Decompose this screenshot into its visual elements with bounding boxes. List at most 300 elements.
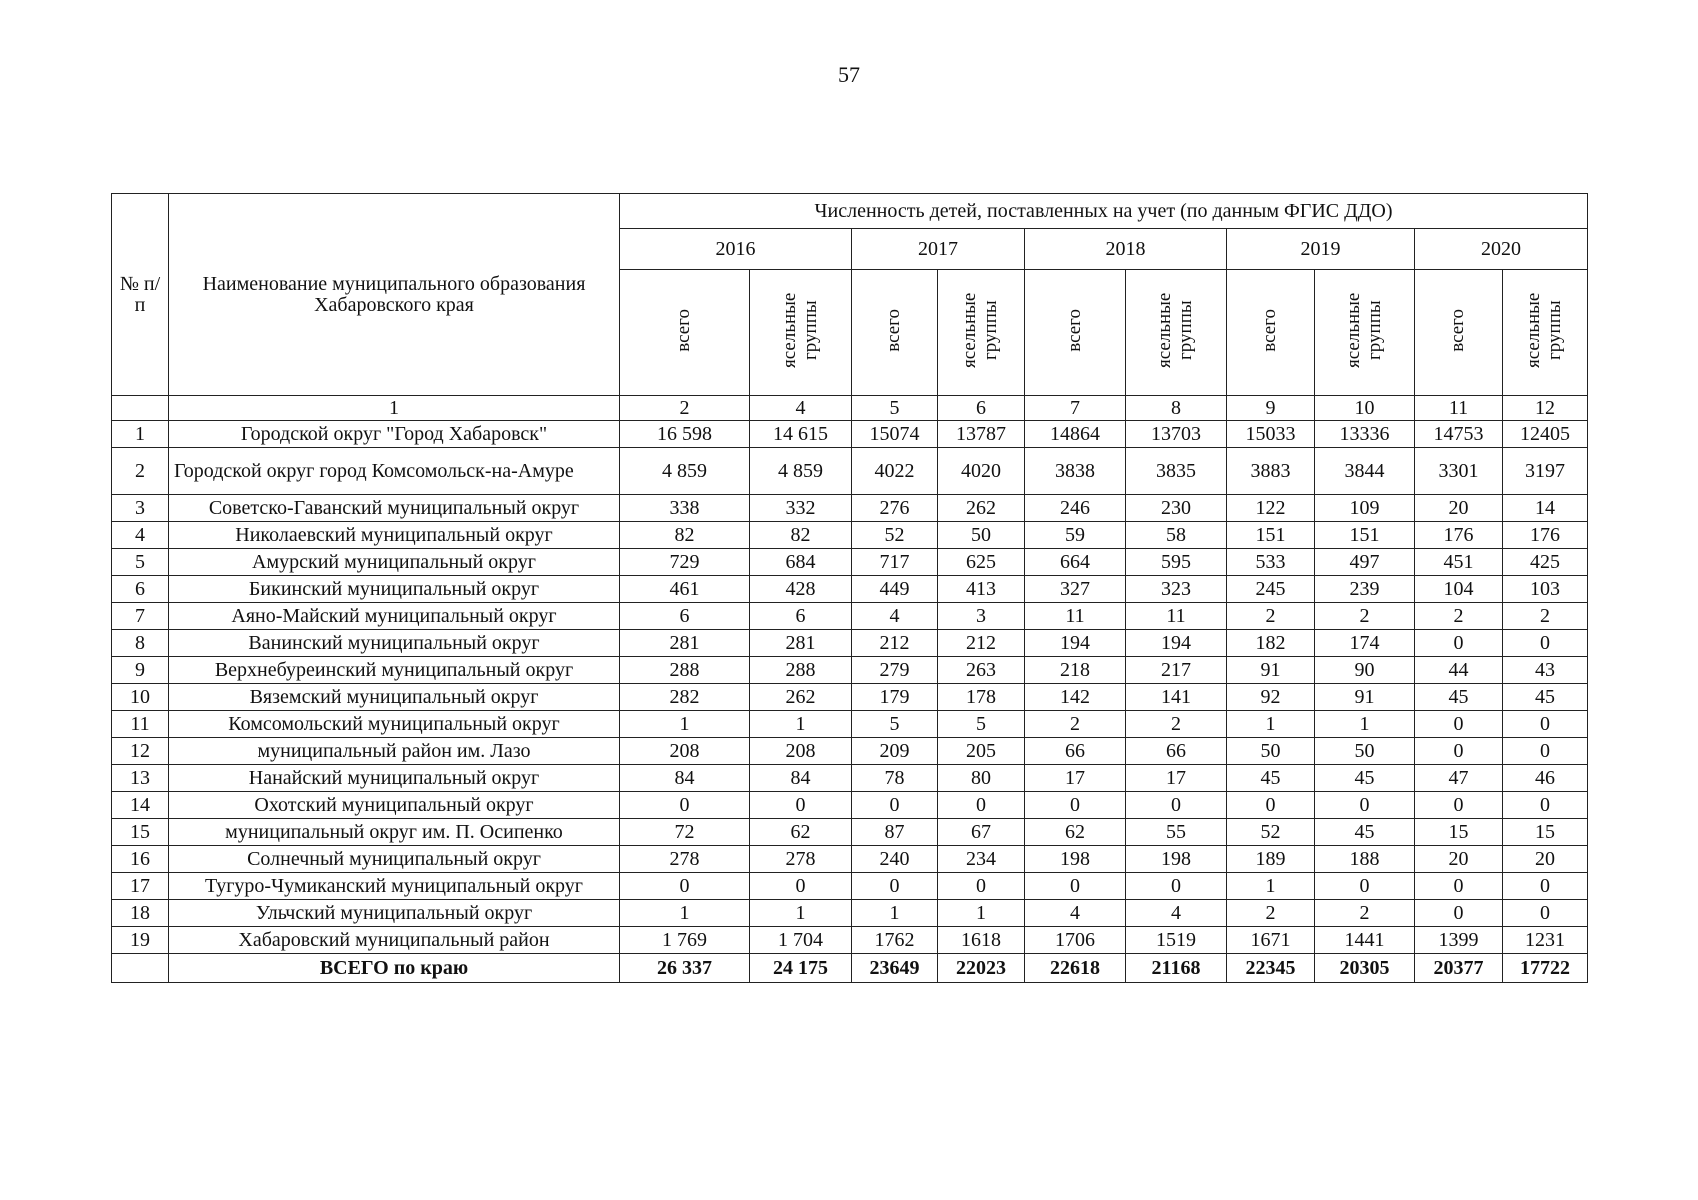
value-cell: 209 [852, 738, 938, 765]
value-cell: 50 [1227, 738, 1315, 765]
table-row [112, 765, 1588, 792]
value-cell: 0 [750, 792, 852, 819]
value-cell: 239 [1315, 576, 1415, 603]
row-number: 9 [112, 657, 169, 684]
value-cell: 14864 [1025, 421, 1126, 448]
value-cell: 664 [1025, 549, 1126, 576]
table-row [112, 711, 1588, 738]
row-number: 6 [112, 576, 169, 603]
total-row [112, 954, 1588, 983]
header-nursery-2017 [938, 270, 1025, 396]
row-number [112, 954, 169, 983]
value-cell: 1 [620, 900, 750, 927]
value-cell: 0 [750, 873, 852, 900]
value-cell: 87 [852, 819, 938, 846]
header-nursery-label: ясельные группы [1342, 292, 1385, 368]
value-cell: 1 [852, 900, 938, 927]
value-cell: 1441 [1315, 927, 1415, 954]
value-cell: 104 [1415, 576, 1503, 603]
value-cell: 4 [852, 603, 938, 630]
value-cell: 1 [750, 711, 852, 738]
value-cell: 15 [1415, 819, 1503, 846]
header-group-title: Численность детей, поставленных на учет (по данным ФГИС ДДО) [620, 194, 1588, 229]
value-cell: 50 [938, 522, 1025, 549]
value-cell: 595 [1126, 549, 1227, 576]
value-cell: 332 [750, 495, 852, 522]
value-cell: 22345 [1227, 954, 1315, 983]
municipality-name: Николаевский муниципальный округ [169, 522, 620, 549]
value-cell: 45 [1503, 684, 1588, 711]
value-cell: 1 [938, 900, 1025, 927]
column-index-cell: 5 [852, 396, 938, 421]
value-cell: 20 [1415, 495, 1503, 522]
value-cell: 174 [1315, 630, 1415, 657]
table-row [112, 792, 1588, 819]
municipality-name: Советско-Гаванский муниципальный округ [169, 495, 620, 522]
header-total-2016 [620, 270, 750, 396]
value-cell: 2 [1503, 603, 1588, 630]
value-cell: 72 [620, 819, 750, 846]
header-total-label: всего [1447, 308, 1469, 352]
table-row [112, 522, 1588, 549]
value-cell: 3835 [1126, 448, 1227, 495]
value-cell: 198 [1126, 846, 1227, 873]
value-cell: 2 [1025, 711, 1126, 738]
value-cell: 217 [1126, 657, 1227, 684]
value-cell: 58 [1126, 522, 1227, 549]
column-index-cell: 4 [750, 396, 852, 421]
header-total-label: всего [883, 308, 905, 352]
row-number: 14 [112, 792, 169, 819]
header-nursery-2020 [1503, 270, 1588, 396]
value-cell: 122 [1227, 495, 1315, 522]
row-number: 5 [112, 549, 169, 576]
value-cell: 5 [852, 711, 938, 738]
value-cell: 0 [1025, 873, 1126, 900]
municipality-name: Амурский муниципальный округ [169, 549, 620, 576]
column-index-cell: 7 [1025, 396, 1126, 421]
municipality-name: Хабаровский муниципальный район [169, 927, 620, 954]
value-cell: 428 [750, 576, 852, 603]
value-cell: 178 [938, 684, 1025, 711]
municipality-name: Солнечный муниципальный округ [169, 846, 620, 873]
row-number: 17 [112, 873, 169, 900]
value-cell: 0 [620, 873, 750, 900]
municipality-name: Городской округ "Город Хабаровск" [169, 421, 620, 448]
value-cell: 2 [1227, 900, 1315, 927]
value-cell: 1 [1315, 711, 1415, 738]
value-cell: 2 [1315, 603, 1415, 630]
municipality-name: Комсомольский муниципальный округ [169, 711, 620, 738]
value-cell: 91 [1315, 684, 1415, 711]
header-nursery-label: ясельные группы [778, 292, 821, 368]
table-row [112, 576, 1588, 603]
row-number: 2 [112, 448, 169, 495]
column-index-cell: 12 [1503, 396, 1588, 421]
value-cell: 263 [938, 657, 1025, 684]
municipality-name: муниципальный район им. Лазо [169, 738, 620, 765]
value-cell: 2 [1315, 900, 1415, 927]
value-cell: 0 [1503, 738, 1588, 765]
value-cell: 0 [1415, 630, 1503, 657]
value-cell: 4 859 [750, 448, 852, 495]
header-year-2018: 2018 [1025, 229, 1227, 270]
value-cell: 176 [1415, 522, 1503, 549]
value-cell: 5 [938, 711, 1025, 738]
value-cell: 84 [620, 765, 750, 792]
header-total-2019 [1227, 270, 1315, 396]
header-total-2017 [852, 270, 938, 396]
value-cell: 533 [1227, 549, 1315, 576]
table-row [112, 873, 1588, 900]
value-cell: 0 [852, 873, 938, 900]
value-cell: 1671 [1227, 927, 1315, 954]
value-cell: 461 [620, 576, 750, 603]
value-cell: 212 [938, 630, 1025, 657]
value-cell: 84 [750, 765, 852, 792]
value-cell: 0 [1415, 873, 1503, 900]
value-cell: 4 859 [620, 448, 750, 495]
value-cell: 1 769 [620, 927, 750, 954]
value-cell: 2 [1227, 603, 1315, 630]
value-cell: 1706 [1025, 927, 1126, 954]
municipality-name: муниципальный округ им. П. Осипенко [169, 819, 620, 846]
value-cell: 0 [852, 792, 938, 819]
column-index-row [112, 396, 1588, 421]
value-cell: 425 [1503, 549, 1588, 576]
value-cell: 1 704 [750, 927, 852, 954]
header-nursery-2018 [1126, 270, 1227, 396]
value-cell: 46 [1503, 765, 1588, 792]
header-total-label: всего [673, 308, 695, 352]
value-cell: 338 [620, 495, 750, 522]
value-cell: 2 [1415, 603, 1503, 630]
value-cell: 6 [620, 603, 750, 630]
value-cell: 413 [938, 576, 1025, 603]
value-cell: 91 [1227, 657, 1315, 684]
value-cell: 16 598 [620, 421, 750, 448]
value-cell: 449 [852, 576, 938, 603]
value-cell: 15074 [852, 421, 938, 448]
value-cell: 262 [938, 495, 1025, 522]
value-cell: 288 [750, 657, 852, 684]
row-number: 7 [112, 603, 169, 630]
value-cell: 66 [1126, 738, 1227, 765]
value-cell: 278 [750, 846, 852, 873]
value-cell: 3838 [1025, 448, 1126, 495]
table-row [112, 495, 1588, 522]
header-year-2016: 2016 [620, 229, 852, 270]
value-cell: 44 [1415, 657, 1503, 684]
value-cell: 0 [1415, 900, 1503, 927]
value-cell: 1 [620, 711, 750, 738]
value-cell: 109 [1315, 495, 1415, 522]
value-cell: 23649 [852, 954, 938, 983]
row-number: 15 [112, 819, 169, 846]
value-cell: 78 [852, 765, 938, 792]
row-number: 1 [112, 421, 169, 448]
municipality-name: Аяно-Майский муниципальный округ [169, 603, 620, 630]
value-cell: 245 [1227, 576, 1315, 603]
value-cell: 66 [1025, 738, 1126, 765]
value-cell: 182 [1227, 630, 1315, 657]
value-cell: 0 [938, 792, 1025, 819]
value-cell: 0 [1315, 792, 1415, 819]
municipality-name: Ульчский муниципальный округ [169, 900, 620, 927]
value-cell: 0 [1503, 792, 1588, 819]
value-cell: 26 337 [620, 954, 750, 983]
value-cell: 327 [1025, 576, 1126, 603]
value-cell: 188 [1315, 846, 1415, 873]
value-cell: 45 [1415, 684, 1503, 711]
value-cell: 14753 [1415, 421, 1503, 448]
value-cell: 230 [1126, 495, 1227, 522]
municipality-name: Городской округ город Комсомольск-на-Амуре [169, 448, 620, 495]
header-nursery-2019 [1315, 270, 1415, 396]
table-row [112, 738, 1588, 765]
value-cell: 497 [1315, 549, 1415, 576]
value-cell: 20 [1415, 846, 1503, 873]
row-number: 10 [112, 684, 169, 711]
row-number: 12 [112, 738, 169, 765]
value-cell: 45 [1315, 765, 1415, 792]
column-index-cell [112, 396, 169, 421]
value-cell: 45 [1227, 765, 1315, 792]
value-cell: 1519 [1126, 927, 1227, 954]
value-cell: 82 [620, 522, 750, 549]
value-cell: 22618 [1025, 954, 1126, 983]
value-cell: 205 [938, 738, 1025, 765]
value-cell: 151 [1227, 522, 1315, 549]
value-cell: 3844 [1315, 448, 1415, 495]
value-cell: 281 [750, 630, 852, 657]
column-index-cell: 10 [1315, 396, 1415, 421]
value-cell: 451 [1415, 549, 1503, 576]
value-cell: 729 [620, 549, 750, 576]
row-number: 11 [112, 711, 169, 738]
value-cell: 13336 [1315, 421, 1415, 448]
row-number: 19 [112, 927, 169, 954]
value-cell: 14 [1503, 495, 1588, 522]
value-cell: 4020 [938, 448, 1025, 495]
page-number: 57 [838, 62, 860, 87]
value-cell: 59 [1025, 522, 1126, 549]
value-cell: 4022 [852, 448, 938, 495]
value-cell: 1399 [1415, 927, 1503, 954]
value-cell: 282 [620, 684, 750, 711]
value-cell: 80 [938, 765, 1025, 792]
value-cell: 279 [852, 657, 938, 684]
value-cell: 15033 [1227, 421, 1315, 448]
header-total-label: всего [1259, 308, 1281, 352]
value-cell: 1 [1227, 873, 1315, 900]
value-cell: 11 [1025, 603, 1126, 630]
header-total-label: всего [1063, 308, 1085, 352]
value-cell: 2 [1126, 711, 1227, 738]
municipality-name: ВСЕГО по краю [169, 954, 620, 983]
table-row [112, 819, 1588, 846]
row-number: 18 [112, 900, 169, 927]
value-cell: 3883 [1227, 448, 1315, 495]
value-cell: 717 [852, 549, 938, 576]
value-cell: 14 615 [750, 421, 852, 448]
value-cell: 20377 [1415, 954, 1503, 983]
row-number: 13 [112, 765, 169, 792]
value-cell: 0 [1503, 711, 1588, 738]
value-cell: 176 [1503, 522, 1588, 549]
value-cell: 62 [1025, 819, 1126, 846]
value-cell: 189 [1227, 846, 1315, 873]
value-cell: 142 [1025, 684, 1126, 711]
value-cell: 141 [1126, 684, 1227, 711]
table-row [112, 421, 1588, 448]
value-cell: 208 [620, 738, 750, 765]
value-cell: 62 [750, 819, 852, 846]
value-cell: 278 [620, 846, 750, 873]
value-cell: 4 [1126, 900, 1227, 927]
value-cell: 103 [1503, 576, 1588, 603]
value-cell: 6 [750, 603, 852, 630]
value-cell: 198 [1025, 846, 1126, 873]
value-cell: 281 [620, 630, 750, 657]
value-cell: 3 [938, 603, 1025, 630]
value-cell: 194 [1126, 630, 1227, 657]
municipality-name: Вяземский муниципальный округ [169, 684, 620, 711]
value-cell: 24 175 [750, 954, 852, 983]
value-cell: 218 [1025, 657, 1126, 684]
value-cell: 0 [1227, 792, 1315, 819]
value-cell: 0 [938, 873, 1025, 900]
value-cell: 246 [1025, 495, 1126, 522]
value-cell: 1618 [938, 927, 1025, 954]
table-row [112, 448, 1588, 495]
value-cell: 0 [1503, 630, 1588, 657]
municipality-name: Нанайский муниципальный округ [169, 765, 620, 792]
municipality-name: Ванинский муниципальный округ [169, 630, 620, 657]
column-index-cell: 1 [169, 396, 620, 421]
value-cell: 3301 [1415, 448, 1503, 495]
value-cell: 1231 [1503, 927, 1588, 954]
header-year-2017: 2017 [852, 229, 1025, 270]
value-cell: 0 [1315, 873, 1415, 900]
table-row [112, 846, 1588, 873]
value-cell: 20 [1503, 846, 1588, 873]
value-cell: 92 [1227, 684, 1315, 711]
value-cell: 262 [750, 684, 852, 711]
value-cell: 208 [750, 738, 852, 765]
value-cell: 17722 [1503, 954, 1588, 983]
value-cell: 22023 [938, 954, 1025, 983]
children-registration-table [111, 193, 1588, 983]
value-cell: 0 [620, 792, 750, 819]
row-number: 4 [112, 522, 169, 549]
value-cell: 179 [852, 684, 938, 711]
column-index-cell: 8 [1126, 396, 1227, 421]
table-row [112, 684, 1588, 711]
value-cell: 52 [852, 522, 938, 549]
value-cell: 0 [1503, 873, 1588, 900]
municipality-name: Охотский муниципальный округ [169, 792, 620, 819]
column-index-cell: 9 [1227, 396, 1315, 421]
municipality-name: Верхнебуреинский муниципальный округ [169, 657, 620, 684]
value-cell: 684 [750, 549, 852, 576]
header-num: № п/п [112, 194, 169, 396]
municipality-name: Тугуро-Чумиканский муниципальный округ [169, 873, 620, 900]
value-cell: 20305 [1315, 954, 1415, 983]
table-row [112, 630, 1588, 657]
value-cell: 0 [1415, 792, 1503, 819]
value-cell: 1 [1227, 711, 1315, 738]
table-row [112, 657, 1588, 684]
value-cell: 12405 [1503, 421, 1588, 448]
row-number: 3 [112, 495, 169, 522]
value-cell: 67 [938, 819, 1025, 846]
value-cell: 3197 [1503, 448, 1588, 495]
value-cell: 234 [938, 846, 1025, 873]
value-cell: 13703 [1126, 421, 1227, 448]
value-cell: 15 [1503, 819, 1588, 846]
row-number: 16 [112, 846, 169, 873]
value-cell: 194 [1025, 630, 1126, 657]
table-row [112, 900, 1588, 927]
row-number: 8 [112, 630, 169, 657]
value-cell: 1 [750, 900, 852, 927]
value-cell: 1762 [852, 927, 938, 954]
value-cell: 82 [750, 522, 852, 549]
municipality-name: Бикинский муниципальный округ [169, 576, 620, 603]
header-nursery-2016 [750, 270, 852, 396]
header-nursery-label: ясельные группы [959, 292, 1001, 368]
value-cell: 212 [852, 630, 938, 657]
value-cell: 13787 [938, 421, 1025, 448]
value-cell: 288 [620, 657, 750, 684]
value-cell: 0 [1415, 711, 1503, 738]
header-year-2019: 2019 [1227, 229, 1415, 270]
header-total-2020 [1415, 270, 1503, 396]
value-cell: 21168 [1126, 954, 1227, 983]
header-total-2018 [1025, 270, 1126, 396]
value-cell: 0 [1415, 738, 1503, 765]
table-row [112, 603, 1588, 630]
value-cell: 323 [1126, 576, 1227, 603]
value-cell: 55 [1126, 819, 1227, 846]
table-row [112, 927, 1588, 954]
value-cell: 276 [852, 495, 938, 522]
value-cell: 0 [1503, 900, 1588, 927]
value-cell: 0 [1126, 792, 1227, 819]
value-cell: 17 [1025, 765, 1126, 792]
column-index-cell: 2 [620, 396, 750, 421]
value-cell: 50 [1315, 738, 1415, 765]
value-cell: 17 [1126, 765, 1227, 792]
value-cell: 43 [1503, 657, 1588, 684]
value-cell: 0 [1126, 873, 1227, 900]
value-cell: 4 [1025, 900, 1126, 927]
value-cell: 52 [1227, 819, 1315, 846]
value-cell: 11 [1126, 603, 1227, 630]
header-year-2020: 2020 [1415, 229, 1588, 270]
value-cell: 47 [1415, 765, 1503, 792]
value-cell: 625 [938, 549, 1025, 576]
header-nursery-label: ясельные группы [1154, 292, 1196, 368]
value-cell: 90 [1315, 657, 1415, 684]
header-name: Наименование муниципального образования Хабаровского края [169, 194, 620, 396]
table-row [112, 549, 1588, 576]
value-cell: 240 [852, 846, 938, 873]
header-nursery-label: ясельные группы [1523, 292, 1566, 368]
column-index-cell: 11 [1415, 396, 1503, 421]
value-cell: 151 [1315, 522, 1415, 549]
